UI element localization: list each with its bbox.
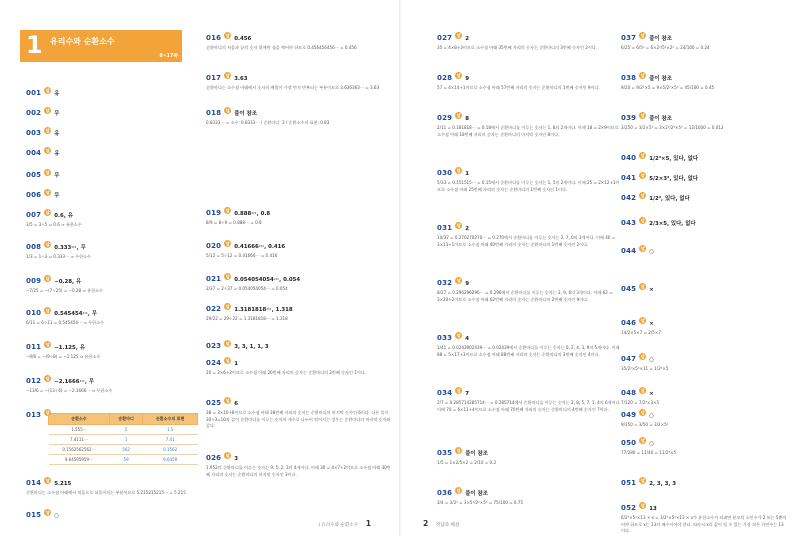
left-column-1	[26, 0, 198, 536]
item-solution: 순환마디의 처음과 끝의 숫자 위에만 점을 찍어야 하므로 0.456456456⋯ = 0.456	[206, 45, 357, 50]
item-answer: 5/2×3², 있다, 없다	[649, 176, 698, 182]
answer-item	[621, 145, 787, 164]
item-answer: 2, 3, 3, 3	[649, 481, 676, 487]
item-solution: 77/280 = 11/40 = 11/2³×5	[621, 450, 677, 455]
answer-badge-icon: 답	[225, 398, 230, 403]
item-answer: ×	[649, 287, 654, 293]
item-answer: 0.333⋯, 무	[54, 245, 86, 251]
item-answer: ○	[649, 441, 654, 447]
answer-badge-icon: 답	[640, 354, 645, 359]
answer-item	[26, 80, 198, 99]
item-answer: 풀이 참조	[465, 451, 488, 457]
answer-badge-icon: 답	[225, 358, 230, 363]
answer-item	[621, 495, 787, 535]
answer-item	[437, 270, 621, 303]
item-answer: 9	[465, 76, 469, 82]
answer-item	[26, 334, 198, 361]
answer-item	[621, 165, 787, 184]
chapter-pages: 8~17쪽	[159, 54, 178, 59]
answer-item	[26, 268, 198, 295]
answer-badge-icon: 답	[45, 276, 50, 281]
item-number: 049	[621, 411, 637, 419]
left-footer-text: I 유리수와 순환소수	[318, 523, 359, 528]
answer-item	[621, 402, 787, 429]
answer-badge-icon: 답	[45, 410, 50, 415]
item-number: 007	[26, 211, 42, 219]
answer-badge-icon: 답	[225, 304, 230, 309]
item-number: 025	[206, 399, 222, 407]
answer-badge-icon: 답	[45, 210, 50, 215]
item-answer: 4	[465, 336, 469, 342]
item-number: 048	[621, 389, 637, 397]
answer-item	[621, 25, 787, 52]
item-answer: 6	[234, 401, 238, 407]
answer-badge-icon: 답	[640, 246, 645, 251]
answer-badge-icon: 답	[640, 153, 645, 158]
item-answer: 1/2³×5, 있다, 없다	[649, 156, 698, 162]
right-footer-text: 정답과 해설	[435, 523, 460, 528]
answer-badge-icon: 답	[640, 284, 645, 289]
item-answer: 무	[54, 111, 60, 117]
item-answer: 무	[54, 193, 60, 199]
table-cell: 5	[109, 425, 142, 435]
table-cell: 59	[109, 455, 142, 465]
answer-badge-icon: 답	[45, 308, 50, 313]
answer-item	[437, 215, 621, 248]
item-number: 040	[621, 154, 637, 162]
answer-item	[26, 182, 198, 201]
item-number: 051	[621, 479, 637, 487]
item-solution: −9/8 = −(9÷8) = −1.125 ⇒ 유한소수	[26, 354, 101, 359]
answer-item	[26, 162, 198, 181]
answer-item	[621, 210, 787, 229]
item-solution: 6/2³×5²×13 × x = 3/2²×5²×13 × x가 유한소수가 되려면 분모의 소인수가 2 또는 5뿐이어야 하므로 x는 13의 배수이어야 한다. 따라서 x의 값이 될 수 있는 가장 작은 자연수는 13이다.	[621, 515, 787, 534]
item-solution: 1/5 = 1×2/5×2 = 2/10 = 0.2	[437, 460, 497, 465]
answer-badge-icon: 답	[640, 113, 645, 118]
item-solution: 5/12 = 5÷12 = 0.41666⋯ = 0.416	[206, 253, 278, 258]
item-answer: 1/2⁴, 있다, 없다	[649, 196, 690, 202]
right-footer	[423, 519, 459, 528]
answer-item	[206, 65, 392, 92]
answer-badge-icon: 답	[45, 190, 50, 195]
item-solution: 5/33 = 0.151515⋯ = 0.15에서 순환마디를 이루는 숫자는 1, 5의 2개이다. 이때 25 = 2×12+1이므로 소수점 아래 25번째 자리의 숫자는 순환마디의 1번째 숫자인 1이다.	[437, 180, 620, 192]
item-solution: 10/37 = 0.270270270⋯ = 0.270에서 순환마디를 이루는 숫자는 2, 7, 0의 3개이다. 이때 40 = 3×13+1이므로 소수점 아래 40번째 자리의 숫자는 순환마디의 1번째 숫자인 2이다.	[437, 235, 616, 247]
answer-item	[206, 200, 392, 227]
answer-badge-icon: 답	[456, 448, 461, 453]
item-number: 026	[206, 454, 222, 462]
answer-item	[437, 160, 621, 193]
item-solution: 2/11 = 0.181818⋯ = 0.18에서 순환마디를 이루는 숫자는 1, 8의 2개이다. 이때 18 = 2×9이므로 소수점 아래 18번째 자리의 숫자는 순환마디의 마지막 숫자인 8이다.	[437, 125, 619, 137]
answer-badge-icon: 답	[456, 488, 461, 493]
answer-item	[621, 105, 787, 132]
answer-badge-icon: 답	[640, 73, 645, 78]
item-solution: −13/6 = −(13÷6) = −2.1666⋯ ⇒ 무한소수	[26, 388, 113, 393]
table-cell: 7.4111⋯	[49, 435, 110, 445]
item-answer: 유	[54, 91, 60, 97]
item-solution: 3/5 = 3÷5 = 0.6 ⇒ 유한소수	[26, 222, 82, 227]
item-solution: 9/150 = 3/50 = 3/2×5²	[621, 422, 669, 427]
answer-badge-icon: 답	[640, 388, 645, 393]
item-number: 052	[621, 504, 637, 512]
item-number: 043	[621, 219, 637, 227]
item-answer: 1	[465, 171, 469, 177]
answer-badge-icon: 답	[45, 242, 50, 247]
item-answer: 3.63	[234, 76, 248, 82]
item-answer: ×	[649, 391, 654, 397]
item-answer: 무	[54, 173, 60, 179]
item-number: 037	[621, 34, 637, 42]
answer-item	[206, 100, 392, 127]
item-number: 024	[206, 359, 222, 367]
item-number: 010	[26, 309, 42, 317]
item-number: 019	[206, 209, 222, 217]
answer-item	[621, 276, 787, 295]
answer-badge-icon: 답	[640, 410, 645, 415]
item-answer: 1	[234, 361, 238, 367]
item-answer: 풀이 참조	[649, 76, 672, 82]
answer-badge-icon: 답	[456, 33, 461, 38]
answer-item	[621, 346, 787, 373]
item-answer: ○	[649, 357, 654, 363]
table-cell: 1.555⋯	[49, 425, 110, 435]
item-number: 015	[26, 511, 42, 519]
answer-badge-icon: 답	[225, 241, 230, 246]
answer-item	[206, 445, 392, 478]
item-number: 017	[206, 74, 222, 82]
item-answer: ○	[649, 249, 654, 255]
answer-badge-icon: 답	[640, 318, 645, 323]
answer-badge-icon: 답	[45, 128, 50, 133]
answer-badge-icon: 답	[225, 274, 230, 279]
item-number: 018	[206, 109, 222, 117]
answer-badge-icon: 답	[456, 168, 461, 173]
item-number: 006	[26, 191, 42, 199]
item-solution: 38 = 3×10+8이므로 소수점 아래 38번째 자리의 숫자는 순환마디의 마지막 숫자인 6이다. 다른 풀이 30÷3=10과 같이 순환마디를 이루는 숫자의 개수로 나누어 떨어지는 경우는 순환마디의 마지막 숫자와 같다.	[206, 410, 391, 429]
item-solution: 순환마디는 소수점 아래에서 숫자의 배열이 가장 먼저 반복되는 부분이므로 3.636363⋯ = 3.63	[206, 85, 380, 90]
item-number: 042	[621, 194, 637, 202]
answer-item	[26, 202, 198, 229]
item-answer: 3, 3, 1, 1, 3	[234, 344, 269, 350]
answer-badge-icon: 답	[640, 218, 645, 223]
answer-item	[26, 300, 198, 327]
answer-badge-icon: 답	[225, 341, 230, 346]
answer-item	[26, 470, 198, 497]
item-number: 027	[437, 34, 453, 42]
right-page	[401, 0, 802, 536]
item-solution: 1/3 = 1÷3 = 0.333⋯ ⇒ 무한소수	[26, 254, 91, 259]
answer-badge-icon: 답	[45, 170, 50, 175]
answer-item	[206, 25, 392, 52]
item-number: 001	[26, 89, 42, 97]
item-number: 012	[26, 377, 42, 385]
answer-item	[206, 266, 392, 293]
answer-item	[206, 296, 392, 323]
item-number: 031	[437, 224, 453, 232]
answer-item	[206, 350, 392, 377]
item-solution: 57 = 4×14+1이므로 소수점 아래 57번째 자리의 숫자는 순환마디의 1번째 숫자인 9이다.	[437, 85, 600, 90]
item-solution: 순환마디는 소수점 아래에서 처음으로 되풀이되는 부분이므로 5.215215215⋯ = 5.215	[26, 490, 186, 495]
item-answer: 풀이 참조	[649, 116, 672, 122]
item-number: 011	[26, 343, 42, 351]
item-solution: 7/120 = 7/2³×3×5	[621, 400, 660, 405]
item-number: 008	[26, 243, 42, 251]
item-solution: −7/25 = −(7÷25) = −0.28 ⇒ 유한소수	[26, 288, 103, 293]
item-number: 044	[621, 247, 637, 255]
answer-badge-icon: 답	[225, 33, 230, 38]
item-answer: 0.545454⋯, 무	[54, 311, 98, 317]
item-number: 014	[26, 479, 42, 487]
item-answer: 0.456	[234, 36, 252, 42]
right-page-number: 2	[423, 519, 429, 528]
item-answer: ○	[649, 413, 654, 419]
answer-badge-icon: 답	[640, 193, 645, 198]
item-answer: ○	[54, 513, 59, 519]
table-row	[49, 455, 198, 465]
item-number: 050	[621, 439, 637, 447]
answer-badge-icon: 답	[456, 333, 461, 338]
item-answer: 0.41666⋯, 0.416	[234, 244, 286, 250]
table-cell: 1	[109, 435, 142, 445]
table-cell: 562	[109, 445, 142, 455]
item-number: 034	[437, 389, 453, 397]
answer-item	[621, 185, 787, 204]
item-number: 003	[26, 129, 42, 137]
answer-item	[437, 480, 621, 507]
answer-badge-icon: 답	[45, 108, 50, 113]
answer-item	[621, 470, 787, 489]
item-answer: −1.125, 유	[54, 345, 85, 351]
item-answer: 유	[54, 151, 60, 157]
answer-item	[437, 25, 621, 52]
item-number: 041	[621, 174, 637, 182]
answer-badge-icon: 답	[225, 453, 230, 458]
item-number: 038	[621, 74, 637, 82]
answer-item	[437, 105, 621, 138]
item-number: 020	[206, 242, 222, 250]
answer-item	[26, 402, 198, 465]
item-number: 039	[621, 114, 637, 122]
table-header: 순환마디	[109, 414, 142, 425]
item-number: 022	[206, 305, 222, 313]
answer-item	[206, 390, 392, 430]
answer-item	[206, 233, 392, 260]
answer-badge-icon: 답	[456, 73, 461, 78]
right-column-2	[621, 0, 787, 536]
left-column-2	[206, 0, 392, 536]
answer-badge-icon: 답	[225, 73, 230, 78]
item-answer: 풀이 참조	[649, 36, 672, 42]
chapter-number: 1	[26, 31, 43, 59]
item-answer: 풀이 참조	[234, 111, 257, 117]
table-header: 순환소수	[49, 414, 110, 425]
answer-badge-icon: 답	[45, 342, 50, 347]
item-number: 047	[621, 355, 637, 363]
answer-item	[621, 238, 787, 257]
answer-item	[437, 325, 621, 358]
item-solution: 9/20 = 9/2²×5 = 9×5/2²×5² = 45/100 = 0.45	[621, 85, 715, 90]
item-answer: 13	[649, 506, 657, 512]
item-solution: 8/27 = 0.296296296⋯ = 0.296에서 순환마디를 이루는 숫자는 2, 9, 6의 3개이다. 이때 62 = 3×20+2이므로 소수점 아래 62번째 자리의 숫자는 순환마디의 2번째 숫자인 9이다.	[437, 290, 613, 302]
answer-badge-icon: 답	[45, 510, 50, 515]
item-answer: 0.6, 유	[54, 213, 73, 219]
item-solution: 3/250 = 3/2×5³ = 3×2²/2³×5³ = 12/1000 = 0.012	[621, 125, 724, 130]
repeating-decimal-table	[48, 413, 198, 465]
answer-badge-icon: 답	[45, 478, 50, 483]
table-row	[49, 445, 198, 455]
item-solution: 3/4 = 3/2² = 3×5²/2²×5² = 75/100 = 0.75	[437, 500, 524, 505]
chapter-title: 유리수와 순환소수	[50, 37, 115, 46]
table-row	[49, 425, 198, 435]
item-number: 033	[437, 334, 453, 342]
item-solution: 20 = 3×6+2이므로 소수점 아래 20번째 자리의 숫자는 순환마디의 2번째 숫자인 1이다.	[206, 370, 367, 375]
answer-item	[621, 65, 787, 92]
answer-badge-icon: 답	[225, 108, 230, 113]
item-solution: 2/7 = 0.285714285714⋯ = 0.285714에서 순환마디를 이루는 숫자는 2, 8, 5, 7, 1, 4의 6개이다. 이때 70 = 6×11+4이므로 소수점 아래 70번째 자리의 숫자는 순환마디의 4번째 숫자인 7이다.	[437, 400, 621, 412]
answer-badge-icon: 답	[456, 388, 461, 393]
answer-badge-icon: 답	[45, 88, 50, 93]
answer-badge-icon: 답	[456, 223, 461, 228]
item-number: 046	[621, 319, 637, 327]
item-answer: 9	[465, 281, 469, 287]
item-solution: 6/11 = 6÷11 = 0.545454⋯ ⇒ 무한소수	[26, 320, 104, 325]
item-solution: 1/41 = 0.0243902439⋯ = 0.02439에서 순환마디를 이루는 숫자는 0, 2, 4, 3, 9의 5개이다. 이때 88 = 5×17+3이므로 소수점 아래 88번째 자리의 숫자는 순환마디의 3번째 숫자인 4이다.	[437, 345, 620, 357]
answer-item	[437, 440, 621, 467]
item-number: 032	[437, 279, 453, 287]
item-answer: −2.1666⋯, 무	[54, 379, 95, 385]
item-solution: 8/9 = 8÷9 = 0.888⋯ = 0.8	[206, 220, 262, 225]
answer-item	[26, 234, 198, 261]
answer-item	[621, 310, 787, 337]
item-number: 028	[437, 74, 453, 82]
right-column-1	[437, 0, 621, 536]
answer-badge-icon: 답	[45, 148, 50, 153]
item-answer: 5.215	[54, 481, 72, 487]
answer-item	[621, 430, 787, 457]
item-answer: 1.3181818⋯, 1.318	[234, 307, 293, 313]
answer-badge-icon: 답	[225, 208, 230, 213]
item-answer: 0.054054054⋯, 0.054	[234, 277, 301, 283]
item-solution: 6/25 = 6/5² = 6×2²/5²×2² = 24/100 = 0.24	[621, 45, 710, 50]
left-page-number: 1	[365, 519, 371, 528]
item-number: 005	[26, 171, 42, 179]
table-cell: 9.64595959⋯	[49, 455, 110, 465]
answer-badge-icon: 답	[640, 438, 645, 443]
answer-badge-icon: 답	[456, 278, 461, 283]
answer-item	[26, 140, 198, 159]
item-number: 035	[437, 449, 453, 457]
item-solution: 35/2²×5²×11 = 1/2²×5	[621, 366, 669, 371]
table-cell: 1.5	[143, 425, 198, 435]
item-number: 002	[26, 109, 42, 117]
item-answer: 2/3×5, 있다, 없다	[649, 221, 696, 227]
table-cell: 7.41	[143, 435, 198, 445]
item-number: 013	[26, 411, 42, 419]
answer-badge-icon: 답	[45, 376, 50, 381]
item-solution: 2/37 = 2÷37 = 0.054054054⋯ = 0.054	[206, 286, 288, 291]
table-row	[49, 435, 198, 445]
item-solution: 14/2×5×7 = 2/5×7	[621, 330, 661, 335]
answer-item	[437, 65, 621, 92]
item-answer: 3	[234, 456, 238, 462]
item-answer: 7	[465, 391, 469, 397]
answer-item	[26, 368, 198, 395]
item-answer: ×	[649, 321, 654, 327]
item-answer: 2	[465, 36, 469, 42]
item-number: 029	[437, 114, 453, 122]
item-number: 030	[437, 169, 453, 177]
item-solution: 29/22 = 29÷22 = 1.3181818⋯ = 1.318	[206, 316, 288, 321]
answer-badge-icon: 답	[456, 113, 461, 118]
answer-badge-icon: 답	[640, 173, 645, 178]
answer-badge-icon: 답	[640, 33, 645, 38]
item-number: 023	[206, 342, 222, 350]
item-solution: 1.952의 순환마디를 이루는 숫자는 9, 5, 2, 3의 4개이다. 이때 30 = 4×7+2이므로 소수점 아래 30번째 자리의 숫자는 순환마디의 마지막 숫자인 3이다.	[206, 465, 391, 477]
answer-item	[26, 120, 198, 139]
item-answer: 풀이 참조	[465, 491, 488, 497]
item-number: 004	[26, 149, 42, 157]
item-answer: −0.28, 유	[54, 279, 82, 285]
left-footer	[318, 519, 371, 528]
table-cell: 0.1562	[143, 445, 198, 455]
answer-item	[26, 502, 198, 521]
item-number: 009	[26, 277, 42, 285]
item-solution: 0.8333⋯ = 소수: 0.8333⋯ / 순환마디: 3 / 순환소수의 표현: 0.83	[206, 120, 330, 125]
answer-item	[26, 100, 198, 119]
item-answer: 8	[465, 116, 469, 122]
item-number: 045	[621, 285, 637, 293]
item-answer: 2	[465, 226, 469, 232]
item-solution: 35 = 4×8+3이므로 소수점 아래 35번째 자리의 숫자는 순환마디의 3번째 숫자인 2이다.	[437, 45, 598, 50]
item-number: 021	[206, 275, 222, 283]
answer-item	[437, 380, 621, 413]
table-cell: 9.6459	[143, 455, 198, 465]
item-answer: 0.888⋯, 0.8	[234, 211, 271, 217]
item-answer: 유	[54, 131, 60, 137]
item-number: 016	[206, 34, 222, 42]
table-header: 순환소수의 표현	[143, 414, 198, 425]
item-number: 036	[437, 489, 453, 497]
answer-badge-icon: 답	[640, 478, 645, 483]
answer-badge-icon: 답	[640, 503, 645, 508]
table-cell: 0.1562562562⋯	[49, 445, 110, 455]
